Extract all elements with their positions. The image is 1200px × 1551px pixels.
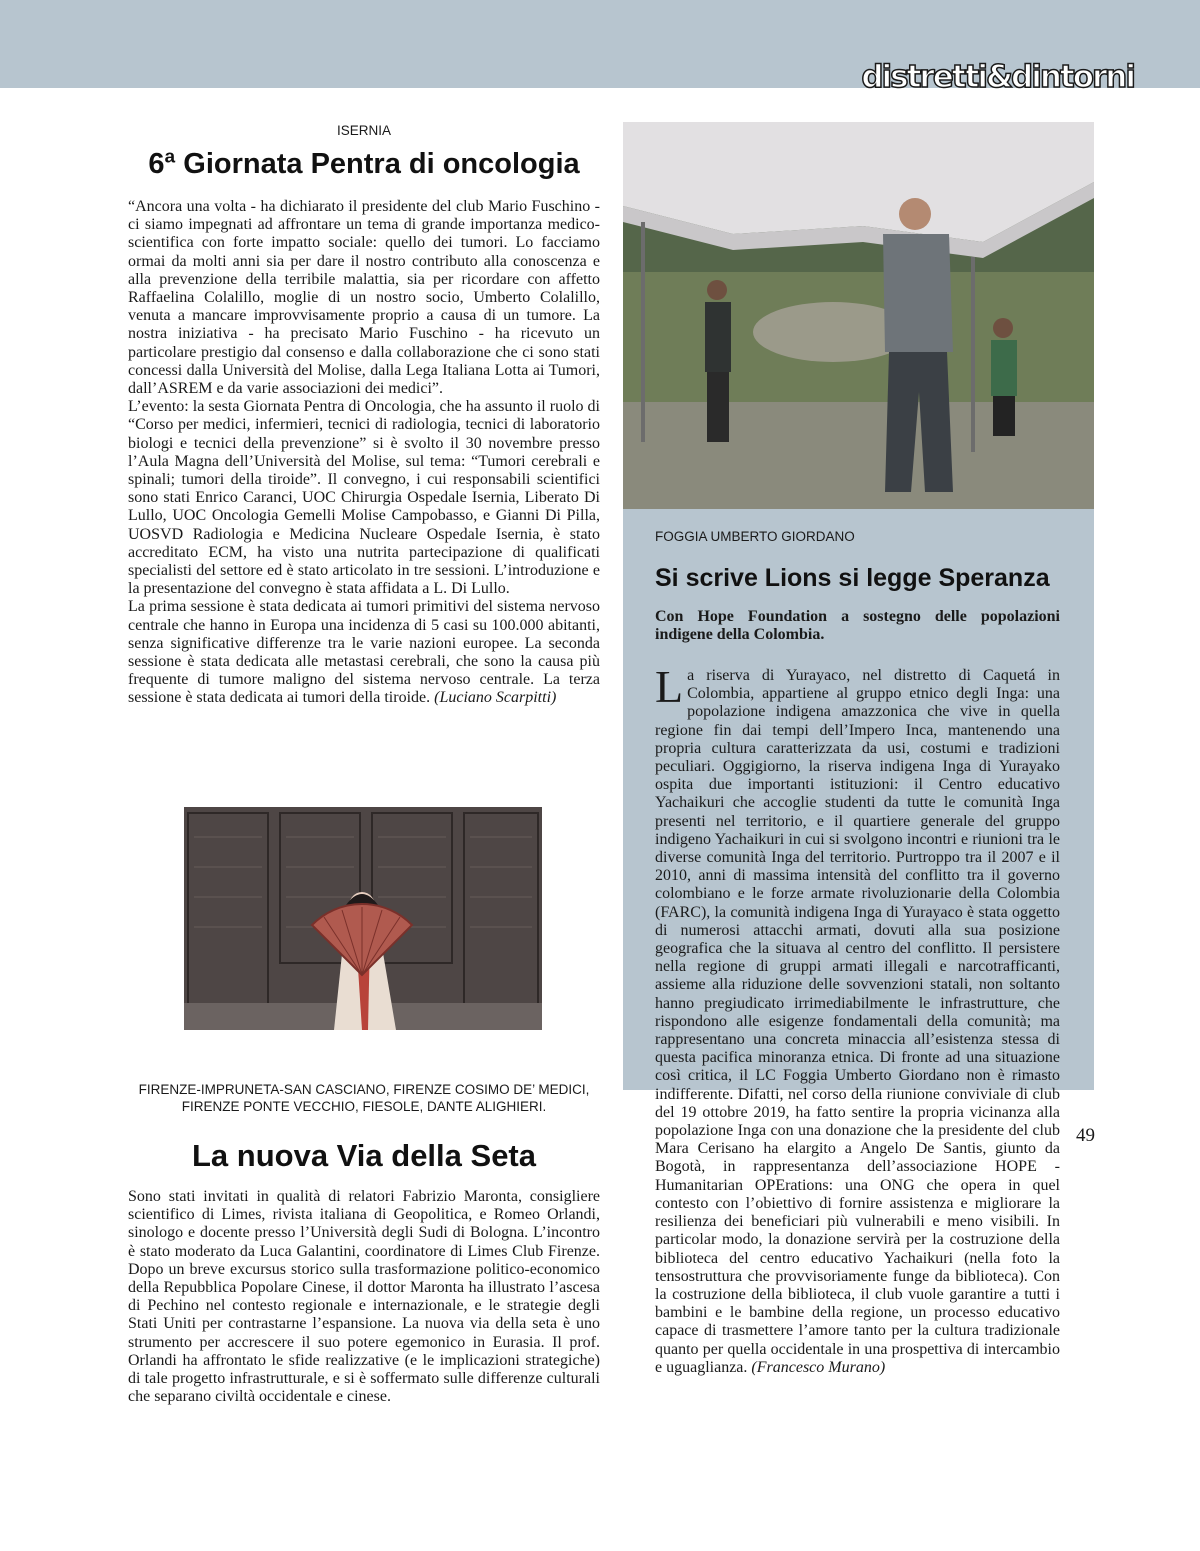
article-1-paragraph-text: La prima sessione è stata dedicata ai tumori primitivi del sistema nervoso centrale che hanno in Europa una incidenza di 5 casi su 100.000 abitanti, senza significative differenze tra le varie nazioni europee. La seconda sessione è stata dedicata alle metastasi cerebrali, che sono la causa più frequente di tumore maligno del sistema nervoso centrale. La terza sessione è stata dedicata ai tumori della tiroide.	[128, 598, 600, 707]
article-1-body	[128, 198, 600, 708]
article-1-signature: (Luciano Scarpitti)	[434, 689, 557, 707]
article-1-kicker: ISERNIA	[336, 123, 391, 138]
article-3-paragraph	[655, 661, 1060, 1377]
article-3-paragraph-text: a riserva di Yurayaco, nel distretto di Caquetá in Colombia, appartiene al gruppo etnico degli Inga: una popolazione indigena amazzonica che vive in quella regione fin dai tempi dell’Impero Inca, mantenendo una propria cultura caratterizzata da usi, costumi e tradizioni peculiari. Oggigiorno, la riserva indigena Inga di Yurayako ospita due importanti istituzioni: il Centro educativo Yachaikuri che accoglie studenti da tutte le comunità Inga presenti nel territorio, e il quartiere generale del gruppo indigeno Yachaikuri in cui si svolgono incontri e riunioni tra le diverse comunità Inga del territorio. Purtroppo tra il 2007 e il 2010, anni di massima intensità del conflitto tra il governo colombiano e le forze armate rivoluzionarie della Colombia (FARC), la comunità indigena Inga di Yurayaco è stata oggetto di numerosi attacchi armati, dovuti alla sua posizione geografica che la situava al centro del conflitto. Il persistere nella regione di gruppi armati illegali e narcotrafficanti, assieme alla riduzione delle sovvenzioni statali, non soltanto hanno pregiudicato irrimediabilmente le infrastrutture, che rispondono alle esigenze fondamentali della comunità; ma rappresentano una concreta minaccia all’esistenza stessa di questa pacifica minoranza etnica. Di fronte ad una situazione così critica, il LC Foggia Umberto Giordano non è rimasto indifferente. Difatti, nel corso della riunione conviviale di club del 19 ottobre 2019, ha fatto sentire la propria vicinanza alla popolazione Inga con una donazione che la presidente del club Mara Cerisano ha elargito a Angelo De Santis, giunto da Bogotà, in rappresentanza dell’associazione HOPE - Humanitarian OPErations: una ONG che opera in quel contesto con l’obiettivo di fornire assistenza e migliorare la resilienza dei beneficiari più vulnerabili e meno visibili. In particolar modo, la donazione servirà per la costruzione della biblioteca del centro educativo Yachaikuri (nella foto la tensostruttura che provvisoriamente funge da biblioteca). Con la costruzione della biblioteca, il club vuole garantire a tutti i bambini e le bambine della regione, un processo educativo capace di trasmettere l’amore tanto per la cultura tradizionale quanto per quella occidentale in una prospettiva di intercambio e uguaglianza.	[655, 667, 1060, 1376]
tent-library-illustration	[623, 122, 1094, 509]
article-1-title: 6ª Giornata Pentra di oncologia	[148, 148, 580, 180]
article-1-paragraph: L’evento: la sesta Giornata Pentra di Oncologia, che ha assunto il ruolo di “Corso per medici, infermieri, tecnici di radiologia, tecnici di laboratorio biologi e tecnici della prevenzione” si è svolto il 30 novembre presso l’Aula Magna dell’Università del Molise, sul tema: “Tumori cerebrali e spinali; tumori della tiroide”. Il convegno, i cui responsabili scientifici sono stati Enrico Caranci, UOC Chirurgia Ospedale Isernia, Liberato Di Lullo, UOC Oncologia Gemelli Molise Campobasso, e Gianni Di Pilla, UOSVD Radiologia e Medicina Nucleare Ospedale Isernia, è stato accreditato ECM, ha visto una nutrita partecipazione di qualificati specialisti del settore ed è stato articolato in tre sessioni. L’introduzione e la presentazione del convegno è stata affidata a L. Di Lullo.	[128, 398, 600, 598]
section-tag: distretti&dintorni	[861, 59, 1134, 95]
hanfu-photo	[184, 807, 542, 1030]
tent-library-photo	[623, 122, 1094, 509]
article-3-kicker: FOGGIA UMBERTO GIORDANO	[655, 529, 855, 544]
page-number: 49	[1076, 1125, 1095, 1146]
article-2-kicker	[128, 1081, 600, 1115]
article-3-body	[655, 661, 1060, 1377]
article-1-paragraph	[128, 598, 600, 707]
hanfu-photo-illustration	[184, 807, 542, 1030]
article-3-title: Si scrive Lions si legge Speranza	[655, 564, 1050, 592]
article-2-kicker-line: FIRENZE-IMPRUNETA-SAN CASCIANO, FIRENZE COSIMO DE’ MEDICI,	[138, 1082, 590, 1097]
article-3-dropcap: L	[655, 661, 684, 712]
article-2-paragraph: Sono stati invitati in qualità di relatori Fabrizio Maronta, consigliere scientifico di Limes, rivista italiana di Geopolitica, e Romeo Orlandi, sinologo e docente presso l’Università degli Sudi di Bologna. L’incontro è stato moderato da Luca Galantini, coordinatore di Limes Club Firenze. Dopo un breve excursus storico sulla trasformazione politico-economico della Repubblica Popolare Cinese, il dottor Maronta ha illustrato l’ascesa di Pechino nel contesto regionale e internazionale, e le strategie degli Stati Uniti per contrastarne l’espansione. La nuova via della seta è uno strumento per accrescere il suo potere egemonico in Eurasia. Il prof. Orlandi ha affrontato le sfide realizzative (e le implicazioni strategiche) di tale progetto infrastrutturale, e si è soffermato sulle differenze culturali che separano civiltà occidentale e cinese.	[128, 1188, 600, 1406]
article-2-kicker-line: FIRENZE PONTE VECCHIO, FIESOLE, DANTE ALIGHIERI.	[181, 1099, 547, 1114]
article-2-body	[128, 1188, 600, 1406]
article-3-signature: (Francesco Murano)	[751, 1358, 886, 1376]
article-2-title: La nuova Via della Seta	[191, 1138, 536, 1173]
article-1-paragraph: “Ancora una volta - ha dichiarato il presidente del club Mario Fuschino - ci siamo impegnati ad affrontare un tema di grande importanza medico-scientifica con forte impatto sociale: quello dei tumori. Lo facciamo ormai da molti anni sia per dare il nostro contributo alla conoscenza e alla prevenzione della terribile malattia, sia per ricordare con affetto Raffaelina Colalillo, moglie di un nostro socio, Umberto Colalillo, venuta a mancare improvvisamente proprio a causa di un tumore. La nostra iniziativa - ha precisato Mario Fuschino - ha ricevuto un particolare prestigio dal consenso e dalla collaborazione che ci sono stati concessi dalla Università del Molise, dalla Lega Italiana Lotta ai Tumori, dall’ASREM e da varie associazioni dei medici”.	[128, 198, 600, 398]
article-3-lead: Con Hope Foundation a sostegno delle popolazioni indigene della Colombia.	[655, 608, 1060, 644]
